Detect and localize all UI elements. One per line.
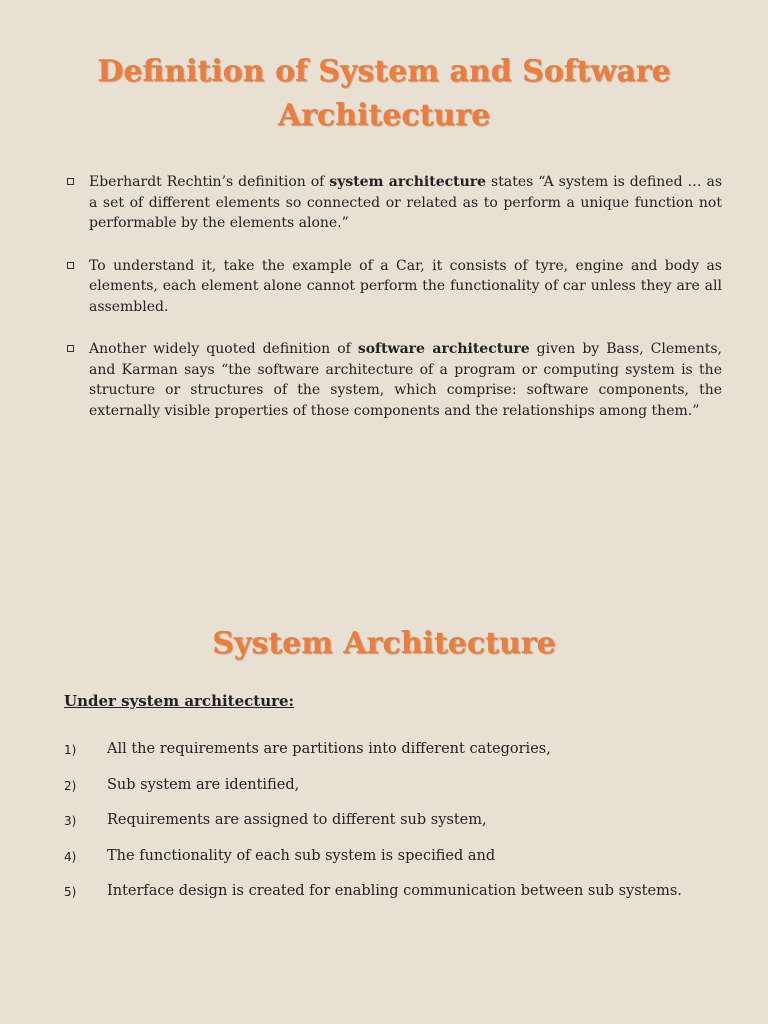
step-number: 3) — [64, 814, 77, 828]
list-item — [64, 880, 724, 916]
step-text: Requirements are assigned to different sub system, — [107, 812, 487, 828]
bullet-text-bold: system architecture — [329, 174, 487, 190]
step-text: Sub system are identified, — [107, 776, 300, 793]
bullet-item — [64, 256, 722, 318]
step-number: 4) — [64, 849, 77, 864]
list-item — [64, 809, 724, 845]
list-item — [64, 738, 724, 774]
hollow-square-bullet-icon — [67, 178, 74, 185]
slide-definition — [0, 0, 768, 500]
bullet-text-pre: Eberhardt Rechtin’s definition of — [89, 174, 330, 190]
slide-title: System Architecture — [212, 626, 556, 661]
definition-bullet-list — [64, 172, 722, 443]
step-text: All the requirements are partitions into different categories, — [107, 741, 551, 757]
step-number: 1) — [64, 743, 77, 757]
bullet-text-pre: Another widely quoted definition of — [89, 341, 358, 357]
numbered-step-list — [64, 738, 724, 916]
list-item — [64, 774, 724, 810]
list-item — [64, 845, 724, 881]
step-text: The functionality of each sub system is specified and — [107, 847, 496, 864]
bullet-text-pre: To understand it, take the example of a Car, it consists of tyre, engine and body as elements, each element alone cannot perform the functionality of car unless they are all assembled. — [89, 257, 722, 315]
step-number: 2) — [64, 778, 77, 793]
bullet-text-post: given by Bass, Clements, and Karman says “the software architecture of a program or computing system is the structure or structures of the system, which comprise: software components, the externally visible properties of those components and the relationships among them.” — [89, 341, 722, 419]
bullet-item — [64, 172, 722, 234]
slide-title: Definition of System and Software Architecture — [97, 54, 671, 133]
step-number: 5) — [64, 885, 77, 899]
section-subheading: Under system architecture: — [64, 692, 295, 710]
hollow-square-bullet-icon — [67, 262, 74, 269]
bullet-item — [64, 339, 722, 421]
bullet-text-bold: software architecture — [357, 341, 530, 357]
hollow-square-bullet-icon — [67, 345, 74, 352]
bullet-text-post: states “A system is defined … as a set of different elements so connected or related as to perform a unique function not performable by the elements alone.” — [89, 174, 722, 231]
step-text: Interface design is created for enabling communication between sub systems. — [107, 883, 682, 899]
slide-system-architecture — [0, 600, 768, 1024]
